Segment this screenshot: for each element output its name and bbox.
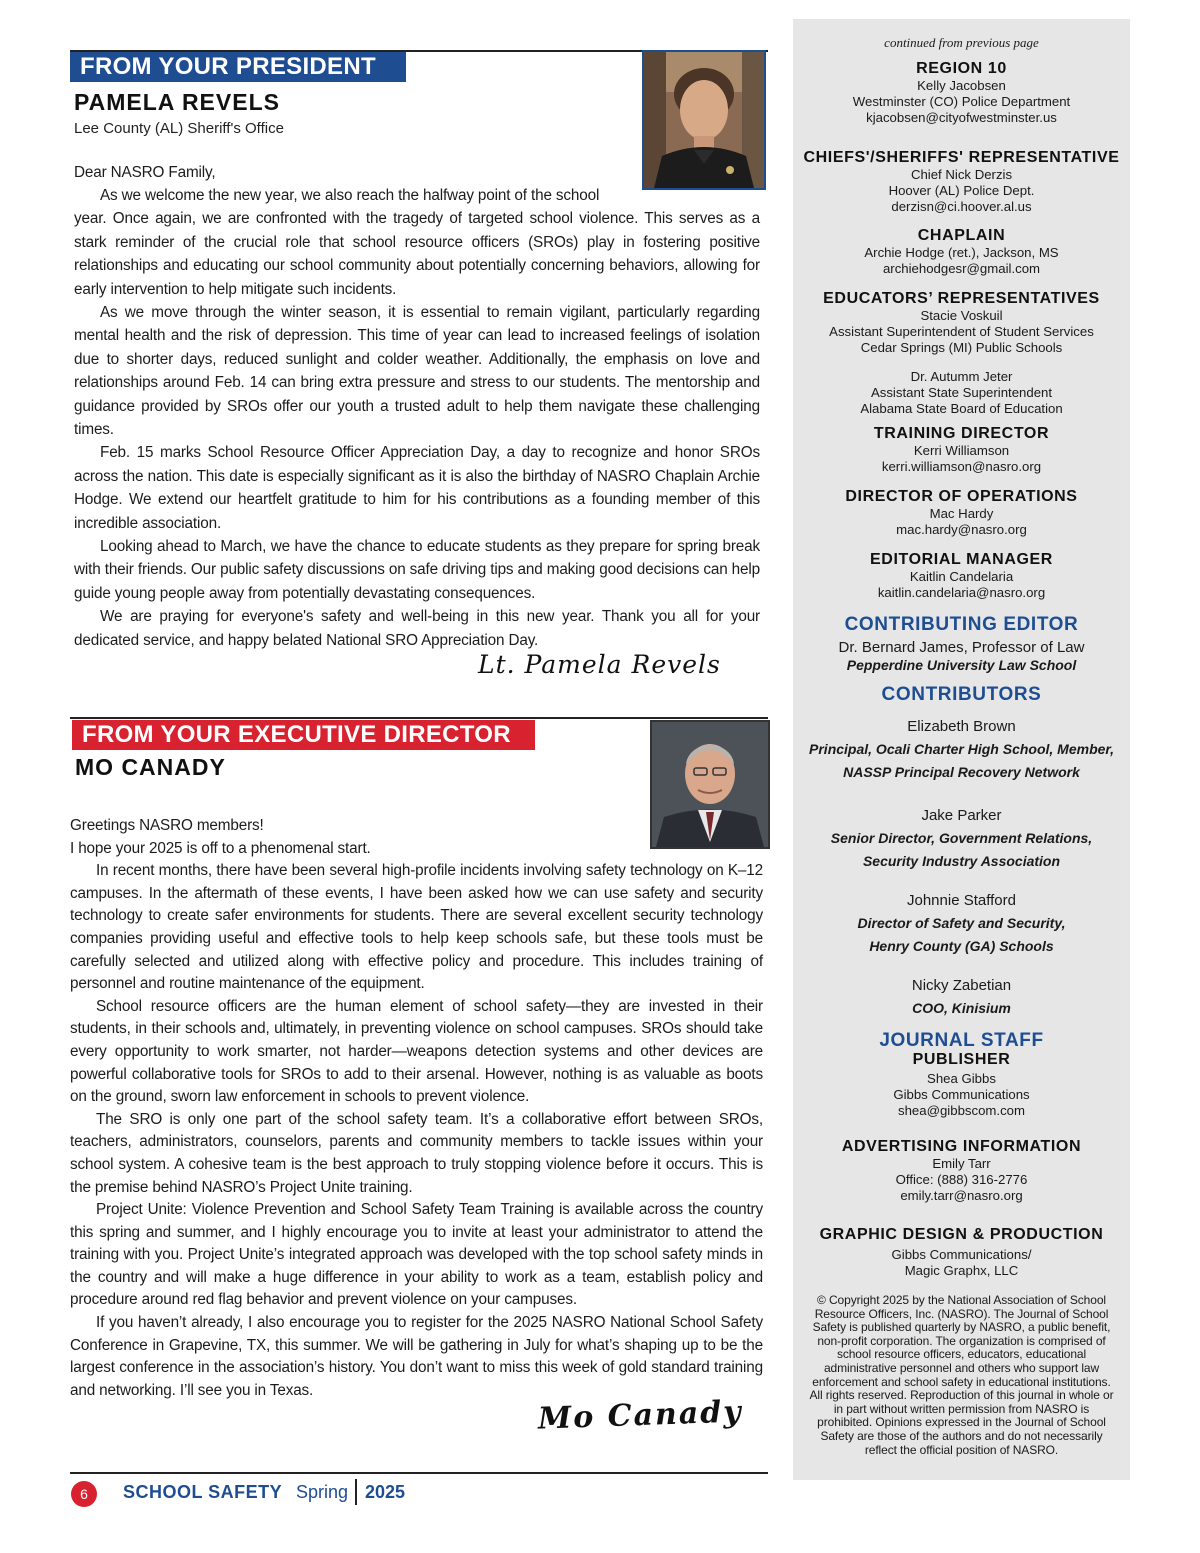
chaplain-line: archiehodgesr@gmail.com (882, 261, 1041, 276)
contributing-editor-heading: CONTRIBUTING EDITOR (844, 614, 1079, 635)
educators-line: Dr. Autumm Jeter (910, 369, 1013, 384)
journal-staff-block (793, 1030, 1130, 1119)
advertising-line: Office: (888) 316-2776 (895, 1172, 1028, 1187)
footer-season: Spring (296, 1482, 349, 1502)
operations-line: mac.hardy@nasro.org (896, 522, 1027, 537)
contributors-block (793, 684, 1130, 706)
editorial-line: kaitlin.candelaria@nasro.org (877, 585, 1046, 600)
director-paragraph: School resource officers are the human element of school safety—they are invested in their students, in their schools and, ultimately, in preventing violence on school campuses. SROs should take every opportunity to work smarter, not harder—weapons detection systems and other devices are powerful collaborative tools for SROs to add to their arsenal. However, nothing is as valuable as boots on the ground, sworn law enforcement in schools to prevent violence. (70, 997, 763, 1106)
contributor (793, 717, 1130, 784)
advertising-line: emily.tarr@nasro.org (900, 1188, 1023, 1203)
president-paragraph: Looking ahead to March, we have the chance to educate students as they prepare for spring break with their friends. Our public safety discussions on safe driving tips and making good decisions can help guide young people away from potentially devastating consequences. (74, 538, 760, 602)
contributor-role: COO, Kinisium (912, 1000, 1011, 1016)
director-greeting: I hope your 2025 is off to a phenomenal start. (70, 839, 371, 857)
director-paragraph: In recent months, there have been several high-profile incidents involving safety technology on K–12 campuses. In the aftermath of these events, I have been asked how we can use safety and security technology to create safer environments for students. There are several excellent security technology companies providing useful and effective tools to help keep schools safe, but these tools must be carefully selected and utilized along with effective policy and procedure. This includes training of personnel and routine maintenance of the equipment. (70, 862, 763, 993)
footer-year: 2025 (365, 1482, 406, 1502)
publisher-line: Gibbs Communications (893, 1087, 1030, 1102)
chiefs-block (793, 149, 1130, 215)
journal-staff-heading: JOURNAL STAFF (879, 1030, 1044, 1051)
contributing-editor-school: Pepperdine University Law School (846, 657, 1077, 673)
contributor-name: Jake Parker (921, 807, 1002, 824)
director-paragraph: The SRO is only one part of the school safety team. It’s a collaborative effort between SROs, teachers, administrators, counselors, parents and community members to tackle issues within your school system. A cohesive team is the best approach to truly stopping violence before it occurs. This is the premise behind NASRO’s Project Unite training. (70, 1110, 763, 1196)
copyright-notice: © Copyright 2025 by the National Association of School Resource Officers, Inc. (NASRO). The Journal of School Safety is published quarterly by NASRO, a public benefit, non-profit corporation. The organization is comprised of school resource officers, educators, educational administrative personnel and others who support law enforcement and school safety in educational institutions. All rights reserved. Reproduction of this journal in whole or in part without written permission from NASRO is prohibited. Opinions expressed in the Journal of School Safety are those of the authors and do not necessarily reflect the official position of NASRO. (809, 1293, 1114, 1457)
region10-line: kjacobsen@cityofwestminster.us (866, 110, 1057, 125)
operations-block (793, 488, 1130, 538)
president-salutation: Dear NASRO Family, (74, 164, 216, 181)
president-signature: Lt. Pamela Revels (478, 650, 721, 679)
director-letter (70, 815, 763, 1402)
president-letter (74, 161, 760, 184)
footer-divider (355, 1479, 357, 1505)
region10-line: Westminster (CO) Police Department (852, 94, 1071, 109)
contributor-name: Nicky Zabetian (911, 977, 1012, 994)
president-paragraph: As we move through the winter season, it is essential to remain vigilant, particularly regarding mental health and the risk of depression. This time of year can lead to increased feelings of isolation due to shorter days, reduced sunlight and colder weather. Additionally, the emphasis on love and relationships around Feb. 14 can bring extra pressure and stress to our students. The mentorship and guidance provided by SROs offer our youth a trusted adult to help them navigate these challenging times. (74, 304, 760, 439)
footer-rule (70, 1472, 768, 1474)
contributors-heading: CONTRIBUTORS (881, 684, 1042, 705)
educators-heading: EDUCATORS’ REPRESENTATIVES (823, 290, 1100, 307)
educators-block (793, 290, 1130, 417)
publisher-line: Shea Gibbs (927, 1071, 996, 1086)
director-signature: Mo Canady (537, 1394, 744, 1437)
graphic-heading: GRAPHIC DESIGN & PRODUCTION (819, 1226, 1104, 1243)
chaplain-line: Archie Hodge (ret.), Jackson, MS (864, 245, 1059, 260)
director-paragraph: Project Unite: Violence Prevention and School Safety Team Training is available across the country this spring and summer, and I highly encourage you to invite at least your administrator to attend the training with you. Project Unite’s integrated approach was developed with the top school safety minds in the country and will make a huge difference in your ability to work as a team, establish policy and procedure around red flag behavior and prevent violence on your campuses. (70, 1201, 763, 1309)
director-paragraph: If you haven’t already, I also encourage you to register for the 2025 NASRO National School Safety Conference in Grapevine, TX, this summer. We will be gathering in July for what’s shaping up to be the largest conference in the association’s history. You don’t want to miss this week of gold standard training and networking. I’ll see you in Texas. (70, 1314, 763, 1399)
chaplain-block (793, 227, 1130, 277)
training-line: kerri.williamson@nasro.org (881, 459, 1042, 474)
continued-note: continued from previous page (884, 35, 1039, 50)
president-para1-start: As we welcome the new year, we also reach the halfway point of the school (100, 187, 600, 204)
operations-heading: DIRECTOR OF OPERATIONS (845, 488, 1078, 505)
training-heading: TRAINING DIRECTOR (873, 425, 1050, 442)
graphic-line: Gibbs Communications/ (891, 1247, 1032, 1262)
president-agency: Lee County (AL) Sheriff's Office (74, 120, 284, 137)
contributor (793, 976, 1130, 1020)
educators-line: Assistant Superintendent of Student Services (829, 324, 1094, 339)
contributor-role: Director of Safety and Security, (857, 915, 1066, 931)
graphic-line: Magic Graphx, LLC (904, 1263, 1019, 1278)
training-block (793, 425, 1130, 475)
director-banner: FROM YOUR EXECUTIVE DIRECTOR (72, 720, 535, 750)
contributor (793, 806, 1130, 873)
contributor-role: Henry County (GA) Schools (869, 938, 1054, 954)
operations-line: Mac Hardy (929, 506, 994, 521)
graphic-block (793, 1226, 1130, 1279)
editorial-block (793, 551, 1130, 601)
president-paragraph: Feb. 15 marks School Resource Officer Appreciation Day, a day to recognize and honor SROs across the nation. This date is especially significant as it is also the birthday of NASRO Chaplain Archie Hodge. We extend our heartfelt gratitude to him for his contributions as a founding member of this incredible association. (74, 444, 760, 532)
president-name: PAMELA REVELS (74, 89, 280, 115)
chiefs-heading: CHIEFS'/SHERIFFS' REPRESENTATIVE (803, 149, 1120, 166)
contributor-name: Johnnie Stafford (907, 892, 1016, 909)
contributor-role: Senior Director, Government Relations, (830, 830, 1093, 846)
chiefs-line: Chief Nick Derzis (910, 167, 1013, 182)
footer-publication: SCHOOL SAFETY (123, 1482, 283, 1502)
contributor-role: NASSP Principal Recovery Network (843, 764, 1080, 780)
director-name: MO CANADY (75, 754, 226, 780)
region10-line: Kelly Jacobsen (917, 78, 1006, 93)
contributor (793, 891, 1130, 958)
educators-line: Assistant State Superintendent (870, 385, 1053, 400)
educators-line: Stacie Voskuil (920, 308, 1003, 323)
editorial-heading: EDITORIAL MANAGER (870, 551, 1053, 568)
president-para1-rest: year. Once again, we are confronted with the tragedy of targeted school violence. This serves as a stark reminder of the crucial role that school resource officers (SROs) play in fostering positive relationships and educating our school community about potentially concerning behaviors, allowing for early intervention to help mitigate such incidents. (74, 210, 760, 298)
chiefs-line: derzisn@ci.hoover.al.us (891, 199, 1032, 214)
director-greeting: Greetings NASRO members! (70, 817, 264, 834)
advertising-heading: ADVERTISING INFORMATION (841, 1138, 1082, 1155)
president-body (74, 184, 760, 207)
chaplain-heading: CHAPLAIN (917, 227, 1006, 244)
contributor-role: Security Industry Association (862, 853, 1061, 869)
advertising-block (793, 1138, 1130, 1204)
section-rule (70, 717, 768, 719)
advertising-line: Emily Tarr (932, 1156, 991, 1171)
training-line: Kerri Williamson (913, 443, 1010, 458)
contributor-role: Principal, Ocali Charter High School, Member, (809, 741, 1114, 757)
editorial-line: Kaitlin Candelaria (909, 569, 1014, 584)
contributing-editor-block (793, 614, 1130, 674)
president-banner: FROM YOUR PRESIDENT (70, 52, 406, 82)
president-paragraph: We are praying for everyone's safety and well-being in this new year. Thank you all for your dedicated service, and happy belated National SRO Appreciation Day. (74, 608, 760, 649)
contributor-name: Elizabeth Brown (907, 718, 1016, 735)
page-number: 6 (71, 1481, 97, 1507)
educators-line: Cedar Springs (MI) Public Schools (860, 340, 1063, 355)
contributing-editor-name: Dr. Bernard James, Professor of Law (838, 639, 1085, 656)
region10-block (793, 60, 1130, 126)
publisher-line: shea@gibbscom.com (897, 1103, 1025, 1118)
educators-line: Alabama State Board of Education (860, 401, 1063, 416)
president-paragraphs (74, 207, 760, 652)
chiefs-line: Hoover (AL) Police Dept. (888, 183, 1035, 198)
region10-heading: REGION 10 (916, 60, 1007, 77)
publisher-heading: PUBLISHER (912, 1051, 1011, 1068)
